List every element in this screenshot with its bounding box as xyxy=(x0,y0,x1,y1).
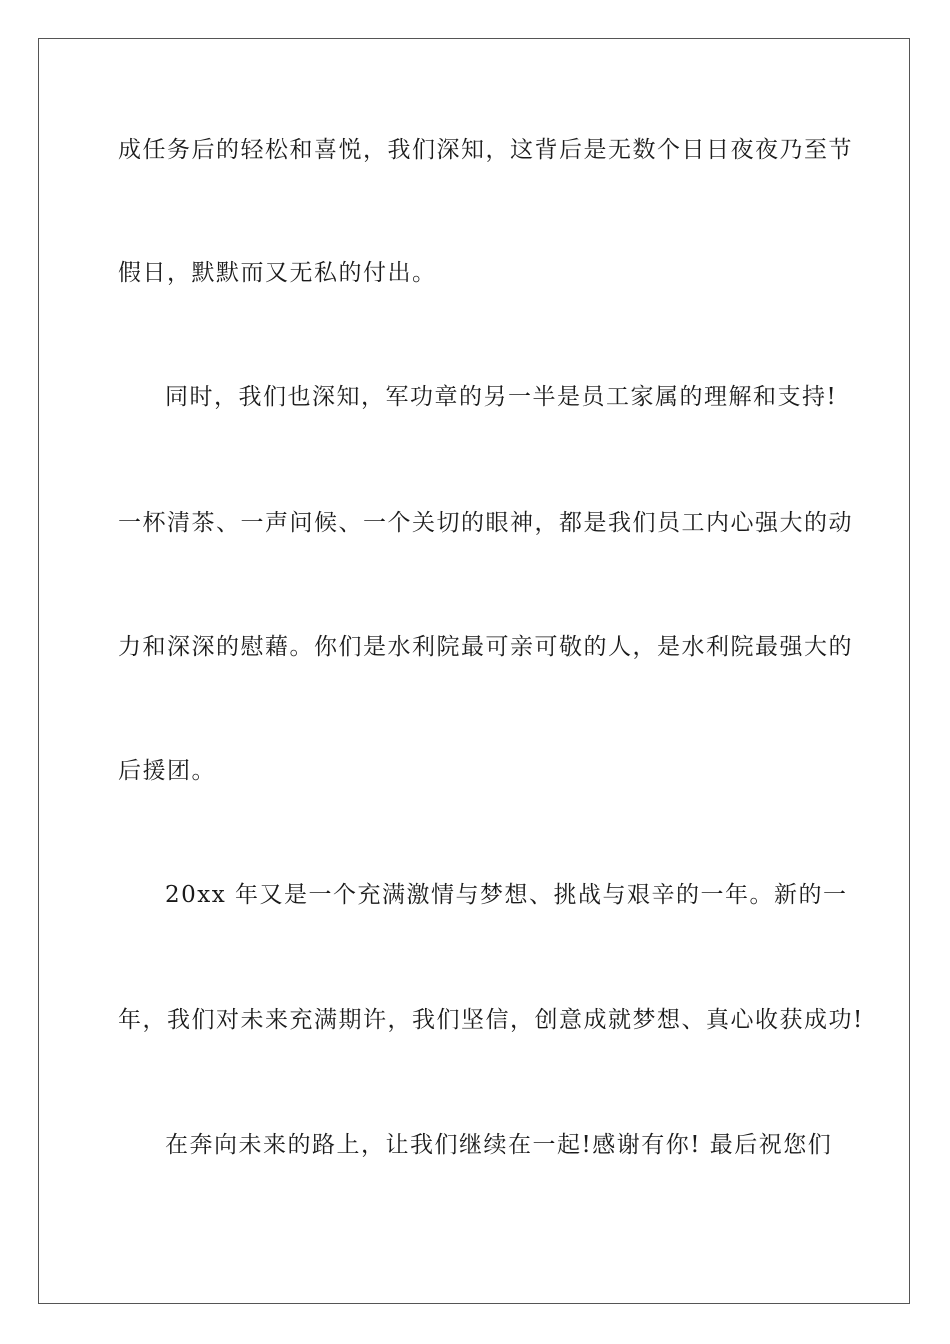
text-line: 年，我们对未来充满期许，我们坚信，创意成就梦想、真心收获成功! xyxy=(118,1007,864,1033)
paragraph-first-line: 同时，我们也深知，军功章的另一半是员工家属的理解和支持! xyxy=(165,384,838,410)
text-line: 力和深深的慰藉。你们是水利院最可亲可敬的人，是水利院最强大的 xyxy=(118,634,853,660)
text-line: 一杯清茶、一声问候、一个关切的眼神，都是我们员工内心强大的动 xyxy=(118,510,853,536)
text-line: 后援团。 xyxy=(118,758,216,784)
page-border xyxy=(38,38,910,1304)
text-line: 假日，默默而又无私的付出。 xyxy=(118,260,437,286)
paragraph-first-line: 20xx 年又是一个充满激情与梦想、挑战与艰辛的一年。新的一 xyxy=(165,882,848,908)
text-line: 成任务后的轻松和喜悦，我们深知，这背后是无数个日日夜夜乃至节 xyxy=(118,137,853,163)
paragraph-first-line: 在奔向未来的路上，让我们继续在一起!感谢有你! 最后祝您们 xyxy=(165,1132,833,1158)
